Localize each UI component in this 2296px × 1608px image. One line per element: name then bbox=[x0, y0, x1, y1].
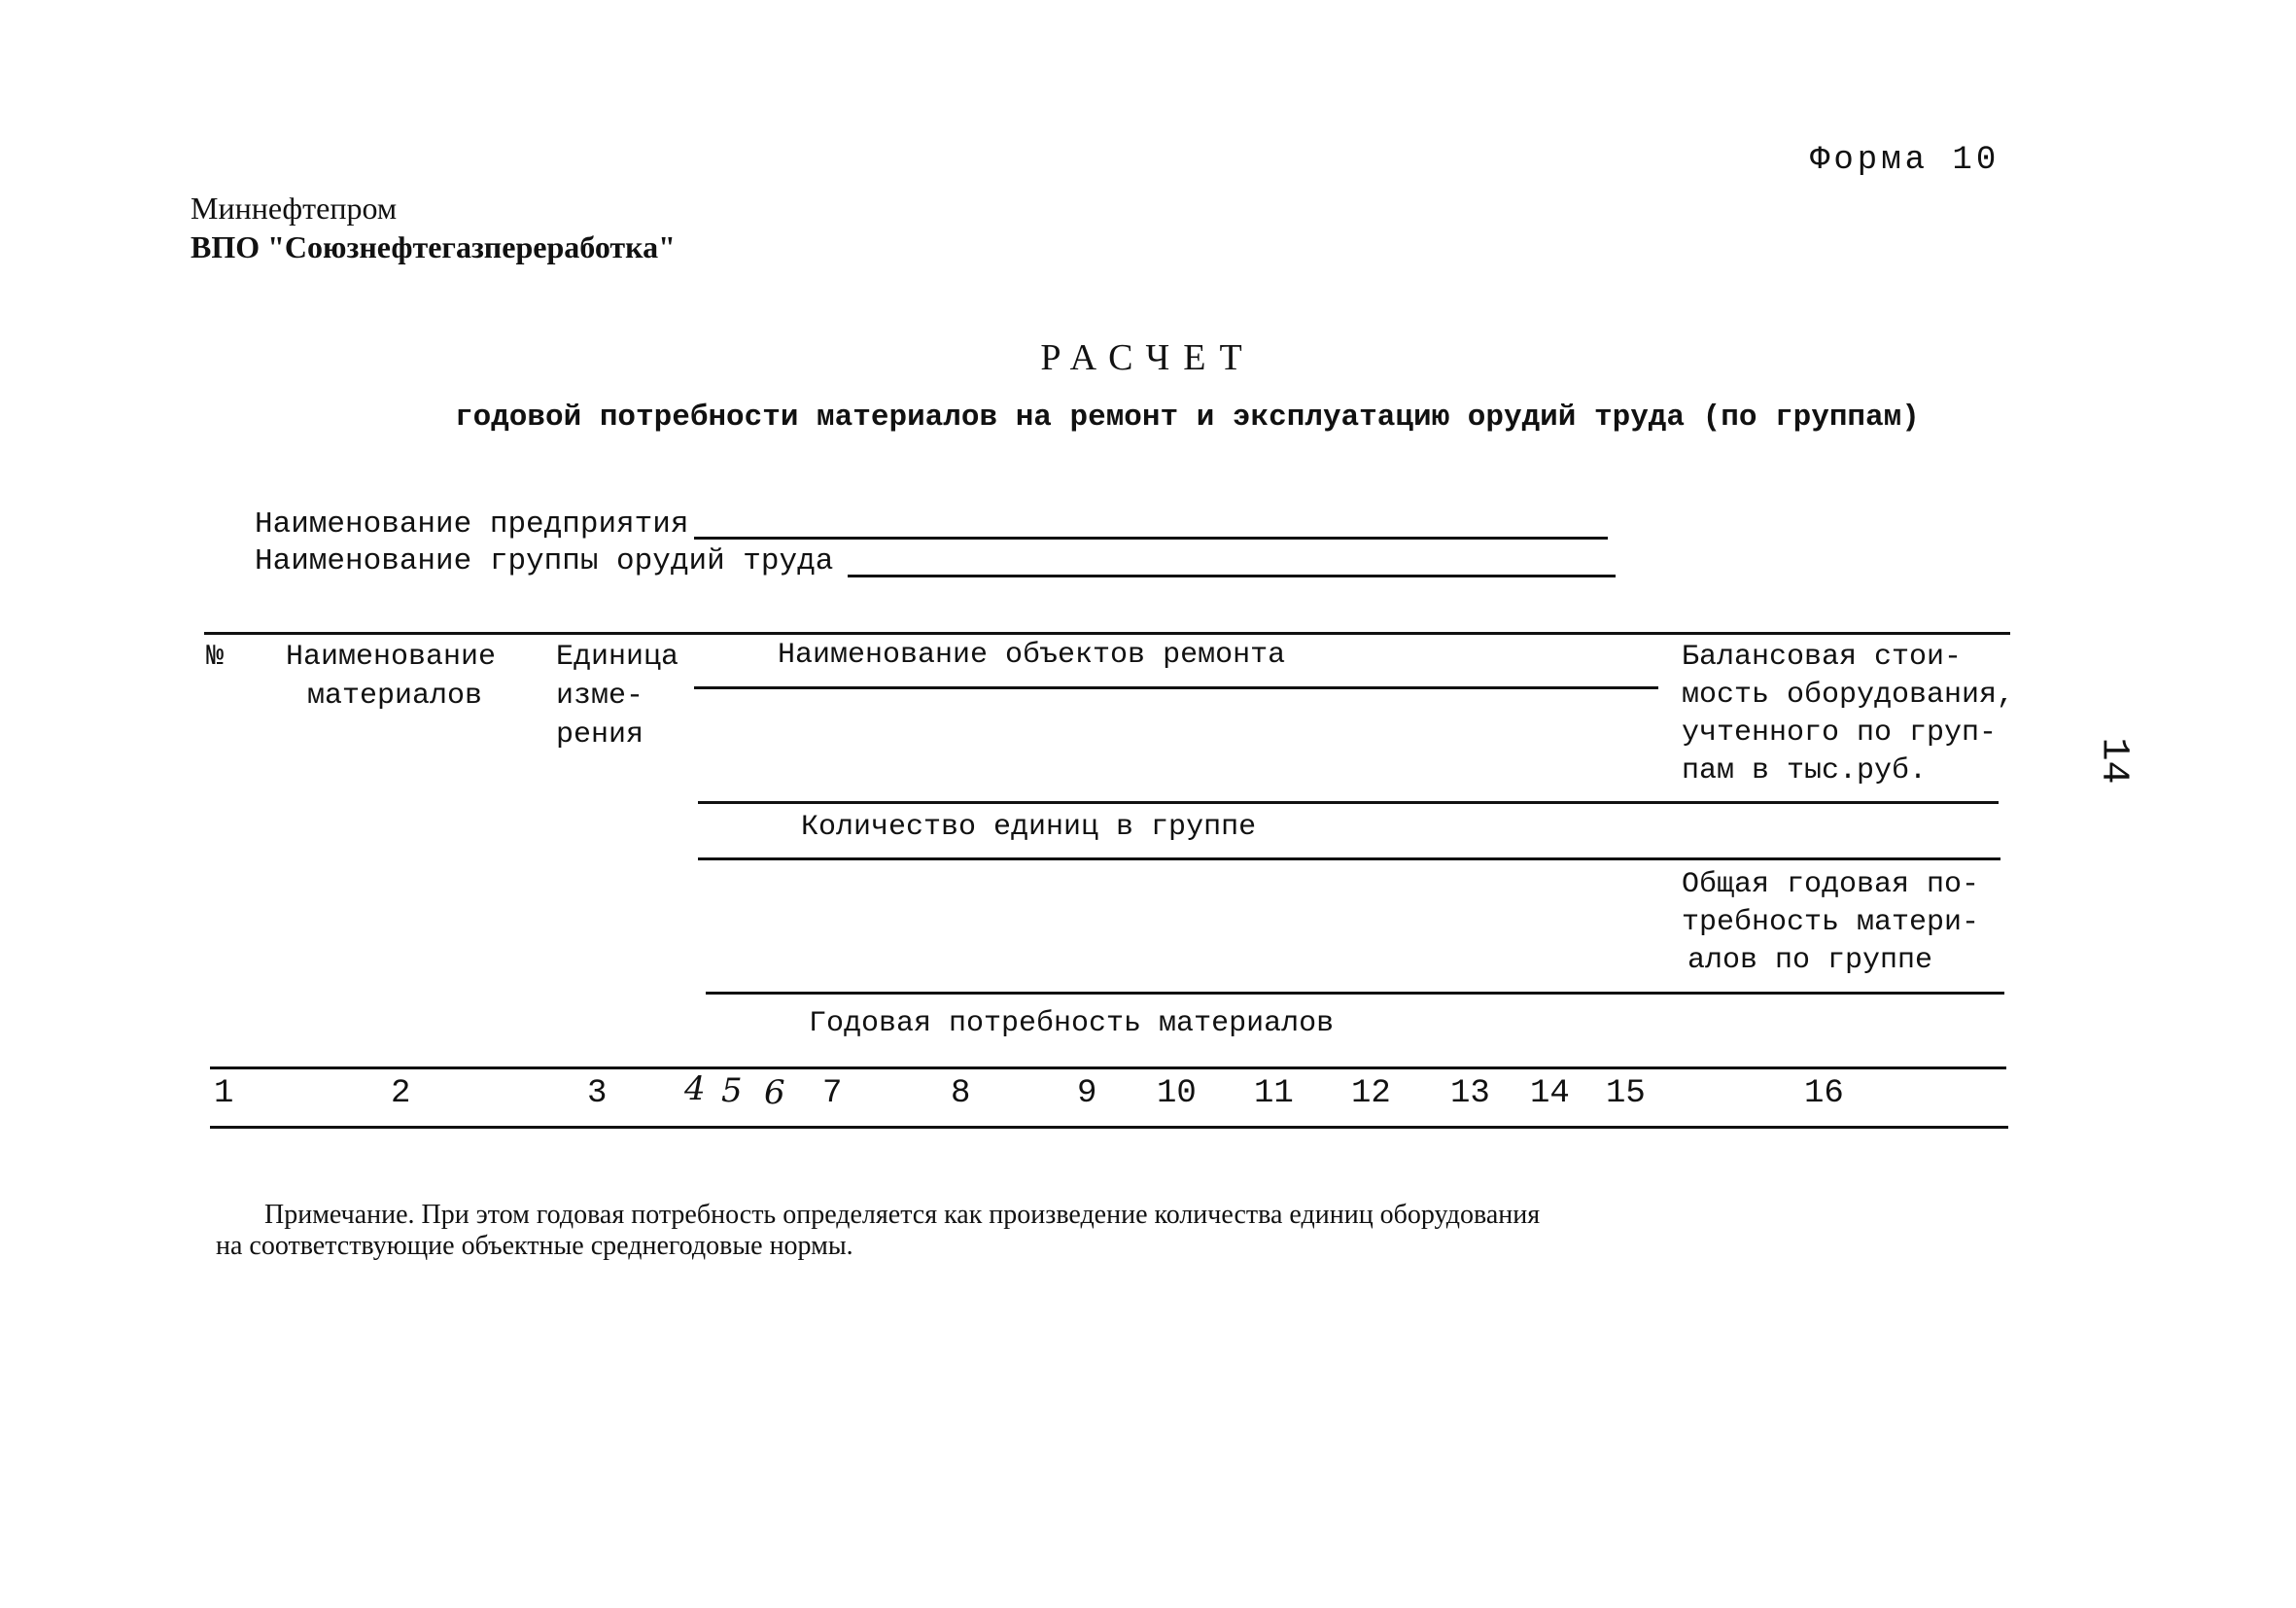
enterprise-label: Наименование предприятия bbox=[255, 507, 689, 542]
column-number: 5 bbox=[721, 1071, 743, 1110]
tool-group-label: Наименование группы орудий труда bbox=[255, 544, 834, 578]
header-book-value-line-1: Балансовая стои- bbox=[1682, 641, 1963, 674]
column-number: 11 bbox=[1254, 1075, 1294, 1112]
header-no: № bbox=[206, 641, 225, 674]
form-label: Форма 10 bbox=[1810, 142, 2000, 179]
page-title: РАСЧЕТ bbox=[1040, 337, 1256, 378]
header-total-annual-line-2: требность матери- bbox=[1682, 906, 1980, 939]
organization-name: ВПО "Союзнефтегазпереработка" bbox=[191, 229, 676, 264]
header-total-annual-line-3: алов по группе bbox=[1687, 944, 1933, 977]
header-unit-line-2: изме- bbox=[556, 680, 644, 713]
header-repair-objects: Наименование объектов ремонта bbox=[778, 639, 1286, 672]
enterprise-field-line bbox=[694, 537, 1608, 540]
column-number: 2 bbox=[391, 1075, 411, 1112]
header-material-line-1: Наименование bbox=[286, 641, 497, 674]
ministry-name: Миннефтепром bbox=[191, 191, 398, 226]
annual-need-top-rule bbox=[706, 992, 2004, 995]
page-subtitle: годовой потребности материалов на ремонт и эксплуатацию орудий труда (по группам) bbox=[455, 401, 1920, 435]
header-unit-line-3: рения bbox=[556, 718, 644, 752]
column-number: 4 bbox=[684, 1069, 706, 1108]
note-line-1: Примечание. При этом годовая потребность определяется как произведение количества единиц оборудования bbox=[264, 1200, 1541, 1230]
column-number: 9 bbox=[1077, 1075, 1097, 1112]
header-book-value-line-4: пам в тыс.руб. bbox=[1682, 754, 1928, 787]
column-number: 15 bbox=[1606, 1075, 1646, 1112]
units-top-rule bbox=[698, 801, 1999, 804]
header-annual-need: Годовая потребность материалов bbox=[809, 1007, 1335, 1040]
table-bottom-rule bbox=[210, 1126, 2008, 1129]
header-book-value-line-3: учтенного по груп- bbox=[1682, 717, 1998, 750]
header-material-line-2: материалов bbox=[307, 680, 483, 713]
page-number-rotated: 14 bbox=[2091, 737, 2136, 785]
units-bottom-rule bbox=[698, 857, 2000, 860]
column-number: 13 bbox=[1450, 1075, 1490, 1112]
column-number: 8 bbox=[951, 1075, 971, 1112]
note-line-2: на соответствующие объектные среднегодовые нормы. bbox=[216, 1231, 853, 1261]
column-number: 7 bbox=[822, 1075, 843, 1112]
column-number: 16 bbox=[1804, 1075, 1844, 1112]
column-number: 14 bbox=[1530, 1075, 1570, 1112]
header-unit-line-1: Единица bbox=[556, 641, 679, 674]
header-units-in-group: Количество единиц в группе bbox=[801, 811, 1257, 844]
column-number: 6 bbox=[764, 1073, 785, 1112]
header-book-value-line-2: мость оборудования, bbox=[1682, 679, 2015, 712]
column-number: 3 bbox=[587, 1075, 608, 1112]
column-number: 12 bbox=[1351, 1075, 1391, 1112]
table-top-rule bbox=[204, 632, 2010, 635]
header-total-annual-line-1: Общая годовая по- bbox=[1682, 868, 1980, 901]
column-numbers-top-rule bbox=[210, 1066, 2006, 1069]
column-number: 1 bbox=[214, 1075, 234, 1112]
repair-objects-rule bbox=[694, 686, 1658, 689]
tool-group-field-line bbox=[848, 575, 1616, 577]
column-number: 10 bbox=[1157, 1075, 1197, 1112]
